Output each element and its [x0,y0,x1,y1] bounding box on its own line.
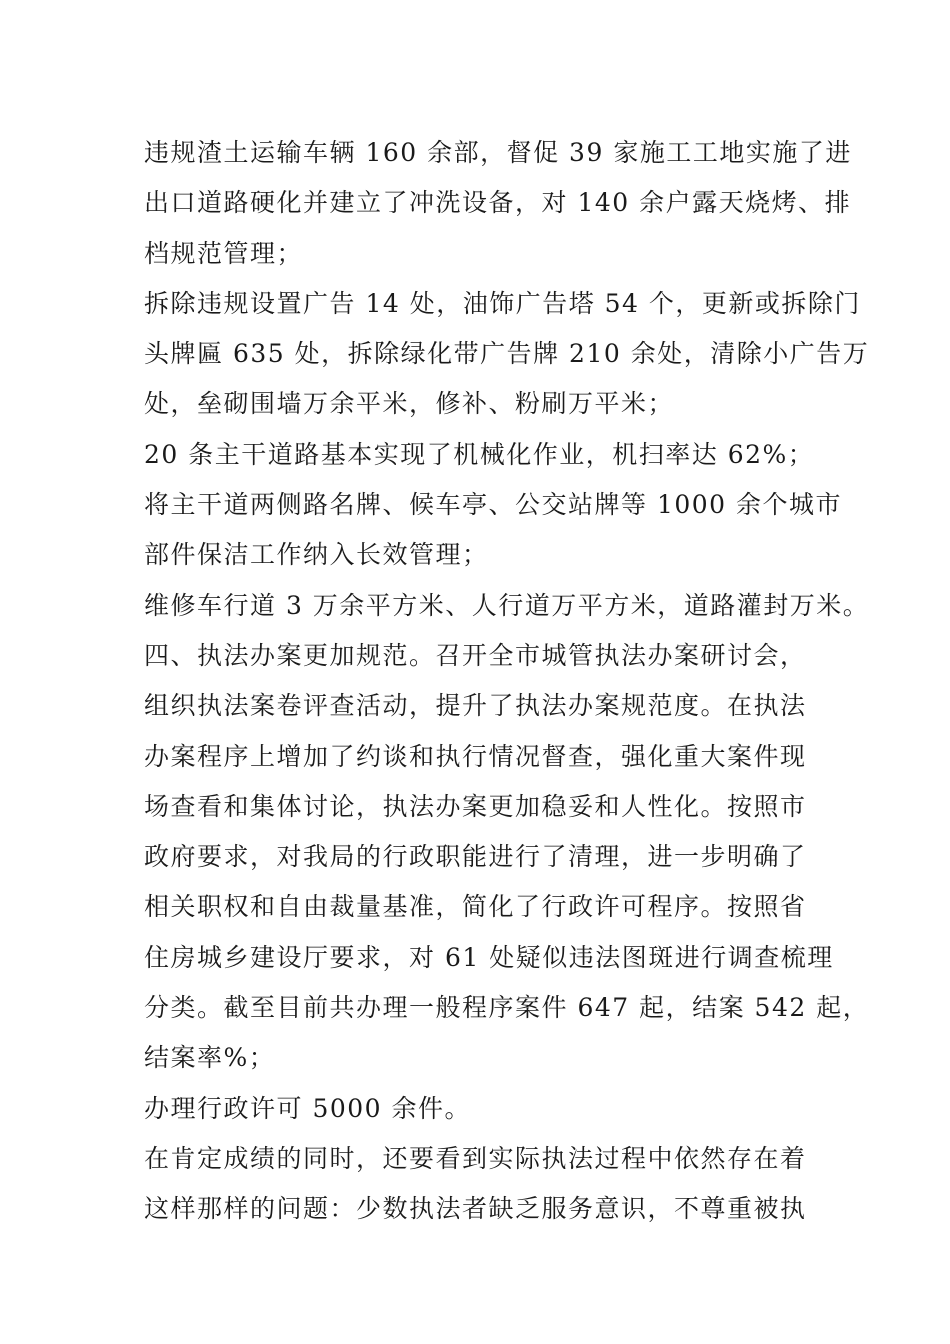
section-heading-line: 四、执法办案更加规范。召开全市城管执法办案研讨会， [144,640,807,670]
text-line: 分类。截至目前共办理一般程序案件 647 起，结案 542 起， [144,993,870,1023]
text-line: 办理行政许可 5000 余件。 [144,1093,472,1123]
text-line: 部件保洁工作纳入长效管理； [144,540,489,570]
text-line: 相关职权和自由裁量基准，简化了行政许可程序。按照省 [144,892,807,922]
body-text [144,128,870,1235]
text-line: 办案程序上增加了约谈和执行情况督查，强化重大案件现 [144,741,807,771]
text-line: 在肯定成绩的同时，还要看到实际执法过程中依然存在着 [144,1143,807,1173]
text-line: 住房城乡建设厅要求，对 61 处疑似违法图斑进行调查梳理 [144,942,834,972]
text-line: 处，垒砌围墙万余平米，修补、粉刷万平米； [144,389,675,419]
text-line: 这样那样的问题：少数执法者缺乏服务意识，不尊重被执 [144,1194,807,1224]
text-line: 维修车行道 3 万余平方米、人行道万平方米，道路灌封万米。 [144,590,870,620]
text-line: 组织执法案卷评查活动，提升了执法办案规范度。在执法 [144,691,807,721]
text-line: 20 条主干道路基本实现了机械化作业，机扫率达 62%； [144,439,815,469]
text-line: 场查看和集体讨论，执法办案更加稳妥和人性化。按照市 [144,791,807,821]
text-line: 拆除违规设置广告 14 处，油饰广告塔 54 个，更新或拆除门 [144,288,861,318]
text-line: 结案率%； [144,1043,276,1073]
text-line: 出口道路硬化并建立了冲洗设备，对 140 余户露天烧烤、排 [144,188,852,218]
text-line: 头牌匾 635 处，拆除绿化带广告牌 210 余处，清除小广告万 [144,339,870,369]
text-line: 将主干道两侧路名牌、候车亭、公交站牌等 1000 余个城市 [144,490,843,520]
text-line: 政府要求，对我局的行政职能进行了清理，进一步明确了 [144,842,807,872]
text-line: 违规渣土运输车辆 160 余部，督促 39 家施工工地实施了进 [144,138,852,167]
text-line: 档规范管理； [144,238,304,268]
